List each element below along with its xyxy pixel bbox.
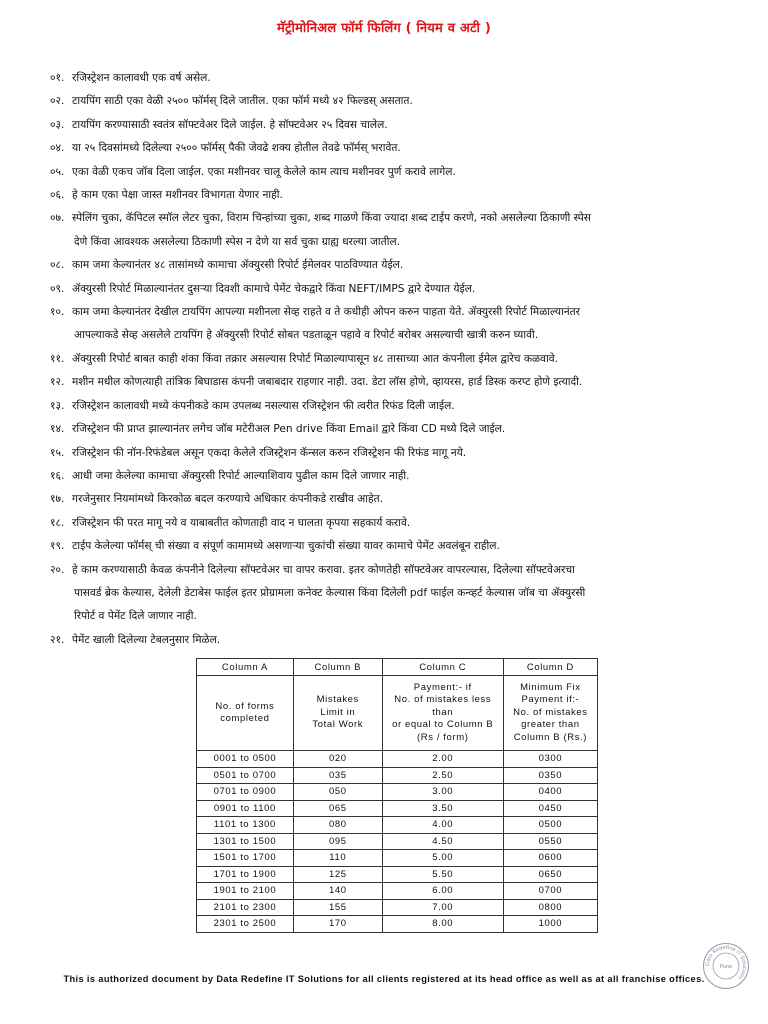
column-description-line: or equal to Column B: [392, 719, 494, 731]
rule-text: [72, 559, 750, 629]
column-description-line: No. of forms: [215, 700, 275, 712]
company-seal-icon: [702, 942, 750, 990]
rule-text-line: गरजेनुसार नियमांमध्ये किरकोळ बदल करण्याचे अधिकार कंपनीकडे राखीव आहेत.: [72, 493, 384, 506]
rule-text-line: हे काम करण्यासाठी केवळ कंपनीने दिलेल्या सॉफ्टवेअर चा वापर करावा. इतर कोणतेही सॉफ्टवेअर वापरल्यास, दिलेल्या सॉफ्टवेअरचा: [72, 563, 575, 576]
rule-text-line: रजिस्ट्रेशन फी नॉन-रिफंडेबल असून एकदा केलेले रजिस्ट्रेशन कॅन्सल करुन रजिस्ट्रेशन फी रिफंड मागू नये.: [72, 446, 467, 459]
rule-number: ०९.: [50, 282, 65, 295]
rule-item: [50, 161, 750, 184]
rule-item: [50, 535, 750, 558]
column-header: Column D: [503, 659, 597, 676]
rule-item: [50, 278, 750, 301]
table-cell: 125: [293, 866, 382, 883]
rule-text-line: ॲक्युरसी रिपोर्ट मिळाल्यानंतर दुसऱ्या दिवशी कामाचे पेमेंट चेकद्वारे किंवा NEFT/IMPS द्वारे देण्यात येईल.: [72, 282, 476, 295]
table-cell: 5.00: [382, 850, 503, 867]
table-cell: 0901 to 1100: [197, 800, 294, 817]
rule-text-line: पेमेंट खाली दिलेल्या टेबलनुसार मिळेल.: [72, 633, 221, 646]
table-row: [197, 866, 598, 883]
rule-number: ०२.: [50, 95, 65, 108]
table-row: [197, 833, 598, 850]
table-cell: 0550: [503, 833, 597, 850]
rule-text: [72, 535, 750, 558]
table-cell: 095: [293, 833, 382, 850]
table-cell: 3.00: [382, 784, 503, 801]
rule-number: ०५.: [50, 165, 65, 178]
table-cell: 1000: [503, 916, 597, 933]
table-cell: 0700: [503, 883, 597, 900]
footer-note: This is authorized document by Data Redefine IT Solutions for all clients registered at its head office as well as at all franchise offices.: [63, 974, 705, 984]
rule-number: ०४.: [50, 142, 65, 155]
rule-text: [72, 114, 750, 137]
rule-number: १५.: [50, 446, 65, 459]
rule-item: [50, 559, 750, 629]
rule-item: [50, 114, 750, 137]
rule-number: ०१.: [50, 72, 65, 84]
table-row: [197, 767, 598, 784]
rule-text: [72, 301, 750, 348]
table-cell: 2301 to 2500: [197, 916, 294, 933]
rule-item: [50, 418, 750, 441]
table-cell: 0400: [503, 784, 597, 801]
rule-text-line: रजिस्ट्रेशन कालावधी एक वर्ष असेल.: [72, 72, 211, 84]
rule-number: ०८.: [50, 259, 65, 272]
column-description-line: Payment:- if: [413, 681, 472, 693]
rule-text: [72, 90, 750, 113]
table-cell: 0501 to 0700: [197, 767, 294, 784]
rule-text-line: आपल्याकडे सेव्ह असलेले टायपिंग हे ॲक्युरसी रिपोर्ट सोबत पडताळून पहावे व रिपोर्ट बरोबर असल्याची खात्री करुन घ्यावी.: [74, 329, 539, 342]
table-cell: 140: [293, 883, 382, 900]
rule-item: [50, 207, 750, 254]
column-description: [293, 676, 382, 751]
column-description-line: Minimum Fix: [520, 681, 581, 693]
rule-number: १४.: [50, 423, 65, 436]
rule-text: [72, 512, 750, 535]
table-cell: 110: [293, 850, 382, 867]
table-cell: 0300: [503, 751, 597, 768]
table-cell: 2.00: [382, 751, 503, 768]
rule-item: [50, 137, 750, 160]
rules-list: [50, 67, 750, 652]
table-cell: 3.50: [382, 800, 503, 817]
rule-item: [50, 488, 750, 511]
rule-item: [50, 254, 750, 277]
table-header-row: [197, 659, 598, 676]
rule-text: [72, 418, 750, 441]
table-row: [197, 817, 598, 834]
table-cell: 2101 to 2300: [197, 899, 294, 916]
rule-item: [50, 442, 750, 465]
table-cell: 0001 to 0500: [197, 751, 294, 768]
payment-table: [196, 658, 598, 933]
table-cell: 8.00: [382, 916, 503, 933]
rule-number: १९.: [50, 540, 65, 553]
rule-item: [50, 629, 750, 652]
rule-text-line: स्पेलिंग चुका, कॅपिटल स्मॉल लेटर चुका, विराम चिन्हांच्या चुका, शब्द गाळणे किंवा ज्यादा शब्द टाईप करणे, नको असलेल्या ठिकाणी स्पेस: [72, 212, 591, 225]
rule-text-line: देणे किंवा आवश्यक असलेल्या ठिकाणी स्पेस न देणे या सर्व चुका ग्राह्य धरल्या जातील.: [74, 235, 401, 248]
table-cell: 0650: [503, 866, 597, 883]
rule-text-line: या २५ दिवसांमध्ये दिलेल्या २५०० फॉर्मस् पैकी जेवढे शक्य होतील तेवढे फॉर्मस् भरावेत.: [72, 142, 401, 155]
rule-text-line: रजिस्ट्रेशन फी परत मागू नये व याबाबतीत कोणताही वाद न घालता कृपया सहकार्य करावे.: [72, 516, 411, 529]
rule-text-line: रजिस्ट्रेशन कालावधी मध्ये कंपनीकडे काम उपलब्ध नसल्यास रजिस्ट्रेशन फी त्वरीत रिफंड दिली जाईल.: [72, 399, 455, 412]
rule-item: [50, 67, 750, 90]
rule-number: ०३.: [50, 118, 65, 131]
table-cell: 155: [293, 899, 382, 916]
table-cell: 050: [293, 784, 382, 801]
table-cell: 1301 to 1500: [197, 833, 294, 850]
rule-text-line: मशीन मधील कोणत्याही तांत्रिक बिघाडास कंपनी जबाबदार राहणार नाही. उदा. डेटा लॉस होणे, व्हायरस, हार्ड डिस्क करप्ट होणे इत्यादी.: [72, 376, 583, 389]
rule-text-line: टाईप केलेल्या फॉर्मस् ची संख्या व संपूर्ण कामामध्ये असणाऱ्या चुकांची संख्या यावर कामाचे पेमेंट अवलंबून राहील.: [72, 540, 500, 553]
table-row: [197, 850, 598, 867]
table-cell: 0701 to 0900: [197, 784, 294, 801]
column-description: [197, 676, 294, 751]
rule-text-line: रजिस्ट्रेशन फी प्राप्त झाल्यानंतर लगेच जॉब मटेरीअल Pen drive किंवा Email द्वारे किंवा CD मध्ये दिले जाईल.: [72, 423, 506, 436]
table-cell: 4.50: [382, 833, 503, 850]
table-cell: 020: [293, 751, 382, 768]
table-cell: 0450: [503, 800, 597, 817]
column-description-line: greater than: [521, 719, 580, 731]
table-cell: 065: [293, 800, 382, 817]
rule-number: १७.: [50, 493, 65, 506]
column-description-line: (Rs / form): [417, 731, 469, 743]
svg-text:Data Redefine IT Solutions: Data Redefine IT Solutions: [704, 944, 748, 981]
table-subheader-row: [197, 676, 598, 751]
rule-item: [50, 465, 750, 488]
rule-number: १०.: [50, 306, 65, 319]
table-cell: 1901 to 2100: [197, 883, 294, 900]
rule-item: [50, 348, 750, 371]
rule-text-line: ॲक्युरसी रिपोर्ट बाबत काही शंका किंवा तक्रार असल्यास रिपोर्ट मिळाल्यापासून ४८ तासाच्या आत कंपनीला ईमेल द्वारेच कळवावे.: [72, 352, 558, 365]
table-cell: 080: [293, 817, 382, 834]
rule-number: ११.: [50, 352, 65, 365]
rule-item: [50, 301, 750, 348]
rule-text: [72, 278, 750, 301]
table-cell: 5.50: [382, 866, 503, 883]
column-description-line: Column B (Rs.): [513, 731, 588, 743]
column-description-line: No. of mistakes: [513, 706, 588, 718]
page-title: मॅट्रीमोनिअल फॉर्म फिलिंग ( नियम व अटी ): [277, 21, 491, 36]
table-cell: 1701 to 1900: [197, 866, 294, 883]
rule-text-line: हे काम एका पेक्षा जास्त मशीनवर विभागता येणार नाही.: [72, 189, 283, 202]
table-cell: 035: [293, 767, 382, 784]
rule-text-line: पासवर्ड ब्रेक केल्यास, देलेली डेटाबेस फाईल इतर प्रोग्रामला कनेक्ट केल्यास किंवा दिलेली pdf फाईल कन्व्हर्ट केल्यास जॉब चा ॲक्युरसी: [74, 586, 586, 599]
rule-number: १६.: [50, 469, 65, 482]
table-row: [197, 751, 598, 768]
table-row: [197, 883, 598, 900]
rule-number: १२.: [50, 376, 65, 389]
rule-item: [50, 371, 750, 394]
rule-text: [72, 161, 750, 184]
column-header: Column C: [382, 659, 503, 676]
table-cell: 0600: [503, 850, 597, 867]
rule-text: [72, 137, 750, 160]
column-description-line: Limit in: [320, 706, 356, 718]
column-description-line: completed: [220, 713, 270, 724]
rule-text: [72, 442, 750, 465]
column-description-line: Payment if:-: [521, 694, 580, 706]
column-description-line: No. of mistakes less than: [394, 694, 492, 718]
rule-text-line: काम जमा केल्यानंतर ४८ तासांमध्ये कामाचा ॲक्युरसी रिपोर्ट ईमेलवर पाठविण्यात येईल.: [72, 259, 404, 272]
rule-number: ०७.: [50, 212, 65, 225]
rule-text: [72, 488, 750, 511]
column-header: Column A: [197, 659, 294, 676]
rule-item: [50, 90, 750, 113]
rule-text: [72, 184, 750, 207]
rule-item: [50, 184, 750, 207]
rule-text: [72, 395, 750, 418]
table-cell: 0500: [503, 817, 597, 834]
svg-text:Pune: Pune: [719, 964, 733, 970]
table-cell: 7.00: [382, 899, 503, 916]
rule-number: १८.: [50, 516, 65, 529]
column-description-line: Mistakes: [316, 694, 359, 706]
rule-text-line: रिपोर्ट व पेमेंट दिले जाणार नाही.: [74, 610, 197, 623]
rule-text-line: टायपिंग साठी एका वेळी २५०० फॉर्मस् दिले जातील. एका फॉर्म मध्ये ४२ फिल्डस् असतात.: [72, 95, 413, 108]
rule-text-line: आधी जमा केलेल्या कामाचा ॲक्युरसी रिपोर्ट आल्याशिवाय पुढील काम दिले जाणार नाही.: [72, 469, 410, 482]
rule-number: ०६.: [50, 189, 65, 202]
table-cell: 1101 to 1300: [197, 817, 294, 834]
table-cell: 170: [293, 916, 382, 933]
rule-text: [72, 465, 750, 488]
table-cell: 6.00: [382, 883, 503, 900]
column-header: Column B: [293, 659, 382, 676]
table-row: [197, 899, 598, 916]
table-cell: 0800: [503, 899, 597, 916]
column-description: [503, 676, 597, 751]
table-cell: 4.00: [382, 817, 503, 834]
table-cell: 1501 to 1700: [197, 850, 294, 867]
rule-number: २०.: [50, 563, 65, 576]
table-row: [197, 800, 598, 817]
rule-text-line: एका वेळी एकच जॉब दिला जाईल. एका मशीनवर चालू केलेले काम त्याच मशीनवर पुर्ण करावे लागेल.: [72, 165, 456, 178]
rule-number: २१.: [50, 633, 65, 646]
rule-number: १३.: [50, 399, 65, 412]
rule-text: [72, 67, 750, 90]
rule-text: [72, 348, 750, 371]
rule-text: [72, 629, 750, 652]
rule-item: [50, 395, 750, 418]
column-description-line: Total Work: [312, 719, 364, 731]
rule-text-line: काम जमा केल्यानंतर देखील टायपिंग आपल्या मशीनला सेव्ह राहते व ते कधीही ओपन करुन पाहता येते. ॲक्युरसी रिपोर्ट मिळाल्यानंतर: [72, 306, 580, 319]
rule-text: [72, 254, 750, 277]
table-row: [197, 916, 598, 933]
table-cell: 0350: [503, 767, 597, 784]
rule-text: [72, 371, 750, 394]
table-cell: 2.50: [382, 767, 503, 784]
rule-item: [50, 512, 750, 535]
rule-text: [72, 207, 750, 254]
column-description: [382, 676, 503, 751]
table-row: [197, 784, 598, 801]
rule-text-line: टायपिंग करण्यासाठी स्वतंत्र सॉफ्टवेअर दिले जाईल. हे सॉफ्टवेअर २५ दिवस चालेल.: [72, 118, 388, 131]
